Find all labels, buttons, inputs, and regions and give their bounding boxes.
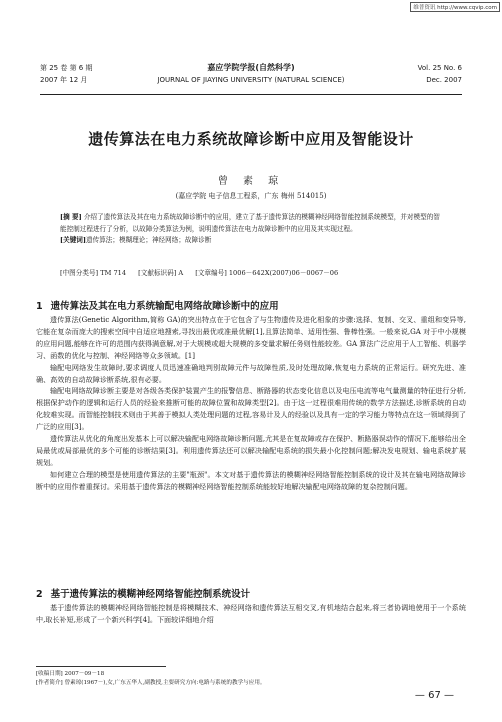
journal-header bbox=[40, 62, 462, 86]
volume-left: 第 25 卷 第 6 期 bbox=[40, 64, 93, 72]
author-bio: [作者简介] 曾素琼(1967－),女,广东五华人,副教授,主要研究方向:电路与系统的教学与应用。 bbox=[36, 680, 266, 686]
footnote bbox=[36, 666, 266, 688]
journal-name-cn: 嘉应学院学报(自然科学) bbox=[207, 63, 295, 72]
abstract-block bbox=[60, 212, 442, 247]
section-2-number: 2 bbox=[36, 589, 43, 600]
paragraph: 如何建立合理的模型是使用遗传算法的主要"瓶颈"。本文对基于遗传算法的模糊神经网络智能控制系统的设计及其在输电网络故障诊断中的应用作着重探讨。采用基于遗传算法的模糊神经网络智能控制系统能较好地解决输配电网络故障的复杂控制问题。 bbox=[36, 469, 466, 491]
keywords-text: 遗传算法；模糊理论；神经网络；故障诊断 bbox=[86, 236, 212, 244]
volume-right: Vol. 25 No. 6 bbox=[417, 64, 462, 72]
date-right: Dec. 2007 bbox=[426, 76, 462, 84]
author-name: 曾 素 琼 bbox=[217, 176, 285, 187]
page-number: — 67 — bbox=[414, 690, 454, 701]
paragraph: 输配电网络故障诊断主要是对各级各类保护装置产生的报警信息、断路器的状态变化信息以及电压电流等电气量测量的特征进行分析,根据保护动作的逻辑和运行人员的经验来推断可能的故障位置和故障类型[2]。由于这一过程很难用传统的数学方法描述,诊断系统的自动化较难实现。而智能控制技术则由于其善于模拟人类处理问题的过程,容易计及人的经验以及具有一定的学习能力等特点在这一领域得到了广泛的应用[3]。 bbox=[36, 386, 466, 432]
section-2-title: 基于遗传算法的模糊神经网络智能控制系统设计 bbox=[50, 589, 251, 600]
paragraph: 输配电网络发生故障时,要求调度人员迅速准确地判别故障元件与故障性质,及时处理故障,恢复电力系统的正常运行。研究先进、准确、高效的自动故障诊断系统,很有必要。 bbox=[36, 362, 466, 384]
keywords-label: [关键词] bbox=[60, 236, 87, 244]
section-2 bbox=[36, 588, 466, 626]
abstract-text: 介绍了遗传算法及其在电力系统故障诊断中的应用，建立了基于遗传算法的模糊神经网络智能控制系统模型，并对模型的智能控制过程进行了分析，以故障分类算法为例，说明遗传算法在电力故障诊断中的应用及其实现过程。 bbox=[60, 213, 440, 233]
section-1-title: 遗传算法及其在电力系统输配电网络故障诊断中的应用 bbox=[50, 301, 279, 312]
abstract bbox=[60, 212, 442, 235]
paper-title: 遗传算法在电力系统故障诊断中应用及智能设计 bbox=[88, 130, 414, 148]
received-date: [收稿日期] 2007－09－18 bbox=[36, 671, 105, 677]
section-1-number: 1 bbox=[36, 301, 43, 312]
document-code: [文献标识码] A bbox=[138, 269, 184, 277]
paragraph: 遗传算法从优化的角度出发基本上可以解决输配电网络故障诊断问题,尤其是在复故障或存在保护、断路器误动作的情况下,能够给出全局最优或局部最优的多个可能的诊断结果[3]。利用遗传算法还可以解决输配电系统的损失最小化控制问题;解决发电规划、输电系统扩展规划。 bbox=[36, 434, 466, 467]
clc-number: [中图分类号] TM 714 bbox=[60, 269, 127, 277]
abstract-label: [摘 要] bbox=[60, 213, 82, 221]
classification-line bbox=[60, 268, 442, 279]
paragraph: 基于遗传算法的模糊神经网络智能控制是将模糊技术、神经网络和遗传算法互相交叉,有机地结合起来,将三者协调地使用于一个系统中,取长补短,形成了一个新兴科学[4]。下面较详细地介绍 bbox=[36, 603, 466, 624]
watermark-stamp: 维普资讯 http://www.cqvip.com bbox=[410, 2, 500, 12]
section-1 bbox=[36, 300, 466, 493]
section-2-heading bbox=[36, 588, 466, 602]
paragraph: 遗传算法(Genetic Algorithm,简称 GA)的突出特点在于它包含了与生物遗传及进化相象的步骤:选择、复制、交叉、重组和变异等,它能在复杂而庞大的搜索空间中自适应地搜索,寻找出最优或准最优解[1],且算法简单、适用性强、鲁棒性强。一般来说,GA 对于中小规模的应用问题,能够在许可的范围内获得满意解,对于大规模或超大规模的多变量求解任务则性能较差。GA 算法广泛应用于人工智能、机器学习、函数的优化与控制、神经网络等众多领域。[1] bbox=[36, 315, 466, 360]
journal-name-en: JOURNAL OF JIAYING UNIVERSITY (NATURAL SCIENCE) bbox=[157, 76, 345, 84]
date-left: 2007 年 12 月 bbox=[40, 76, 88, 84]
section-1-body bbox=[36, 314, 466, 493]
author-affiliation: (嘉应学院 电子信息工程系，广东 梅州 514015) bbox=[175, 192, 327, 200]
article-number: [文章编号] 1006－642X(2007)06－0067－06 bbox=[195, 269, 339, 277]
section-1-heading bbox=[36, 300, 466, 314]
header-divider bbox=[40, 94, 462, 95]
section-2-body bbox=[36, 602, 466, 626]
keywords bbox=[60, 235, 442, 247]
